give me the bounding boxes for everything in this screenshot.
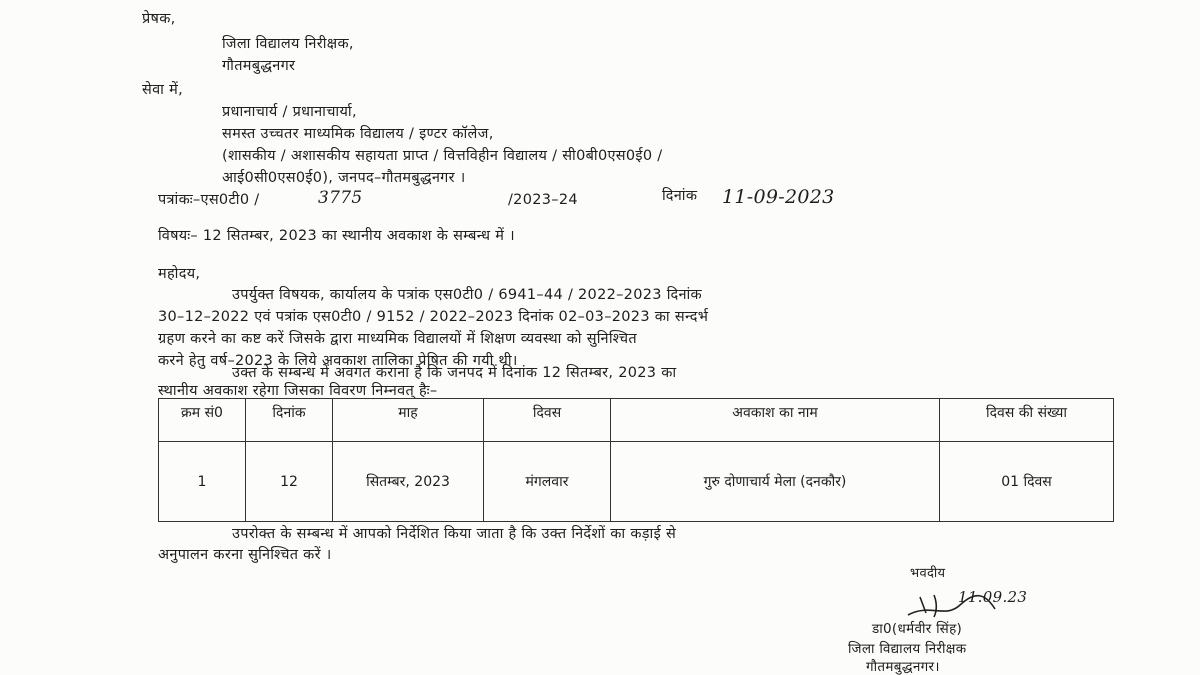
salutation: महोदय,	[158, 266, 201, 282]
para1-line3: ग्रहण करने का कष्ट करें जिसके द्वारा माध्यमिक विद्यालयों में शिक्षण व्यवस्था को सुनिश्चित	[158, 331, 637, 347]
para3-line1: उपरोक्त के सम्बन्ध में आपको निर्देशित किया जाता है कि उक्त निर्देशों का कड़ाई से	[232, 526, 677, 542]
date-label: दिनांक	[662, 188, 698, 204]
patrank-number: 3775	[318, 188, 363, 208]
from-label: प्रेषक,	[142, 11, 176, 27]
closing: भवदीय	[910, 566, 946, 581]
cell-holiday-name: गुरु दोणाचार्य मेला (दनकौर)	[611, 442, 940, 522]
date-value: 11-09-2023	[722, 186, 835, 208]
para1-line1: उपर्युक्त विषयक, कार्यालय के पत्रांक एस0टी0 / 6941–44 / 2022–2023 दिनांक	[232, 287, 702, 303]
from-name: जिला विद्यालय निरीक्षक,	[222, 36, 354, 52]
holiday-table	[158, 398, 1114, 522]
cell-month: सितम्बर, 2023	[333, 442, 484, 522]
signatory-name: डा0(धर्मवीर सिंह)	[872, 621, 963, 637]
cell-day-count: 01 दिवस	[940, 442, 1114, 522]
table-row	[159, 442, 1114, 522]
patrank-label: पत्रांकः–एस0टी0 /	[158, 192, 260, 208]
to-line-3: (शासकीय / अशासकीय सहायता प्राप्त / वित्तविहीन विद्यालय / सी0बी0एस0ई0 /	[222, 148, 663, 164]
cell-date: 12	[246, 442, 333, 522]
to-line-1: प्रधानाचार्य / प्रधानाचार्या,	[222, 104, 357, 120]
header-holiday-name: अवकाश का नाम	[611, 399, 940, 442]
para1-line4: करने हेतु वर्ष–2023 के लिये अवकाश तालिका प्रेषित की गयी थी।	[158, 353, 518, 369]
to-line-2: समस्त उच्चतर माध्यमिक विद्यालय / इण्टर कॉलेज,	[222, 126, 494, 142]
subject-line: विषयः– 12 सितम्बर, 2023 का स्थानीय अवकाश के सम्बन्ध में ।	[158, 228, 515, 244]
para3-line2: अनुपालन करना सुनिश्चित करें ।	[158, 547, 332, 563]
header-day: दिवस	[484, 399, 611, 442]
header-date: दिनांक	[246, 399, 333, 442]
cell-serial: 1	[159, 442, 246, 522]
to-label: सेवा में,	[142, 82, 184, 98]
to-line-4: आई0सी0एस0ई0), जनपद–गौतमबुद्धनगर ।	[222, 170, 466, 186]
para2-line2: स्थानीय अवकाश रहेगा जिसका विवरण निम्नवत् हैः–	[158, 383, 438, 399]
para1-line2: 30–12–2022 एवं पत्रांक एस0टी0 / 9152 / 2022–2023 दिनांक 02–03–2023 का सन्दर्भ	[158, 309, 709, 325]
signed-date: 11.09.23	[958, 588, 1028, 606]
from-place: गौतमबुद्धनगर	[222, 58, 296, 74]
para2-line1: उक्त के सम्बन्ध में अवगत कराना है कि जनपद में दिनांक 12 सितम्बर, 2023 का	[232, 365, 677, 381]
table-header-row	[159, 399, 1114, 442]
signatory-designation: जिला विद्यालय निरीक्षक	[848, 641, 967, 657]
header-serial: क्रम सं0	[159, 399, 246, 442]
cell-day: मंगलवार	[484, 442, 611, 522]
session-year: /2023–24	[508, 192, 578, 208]
header-day-count: दिवस की संख्या	[940, 399, 1114, 442]
header-month: माह	[333, 399, 484, 442]
signatory-place: गौतमबुद्धनगर।	[866, 659, 940, 675]
